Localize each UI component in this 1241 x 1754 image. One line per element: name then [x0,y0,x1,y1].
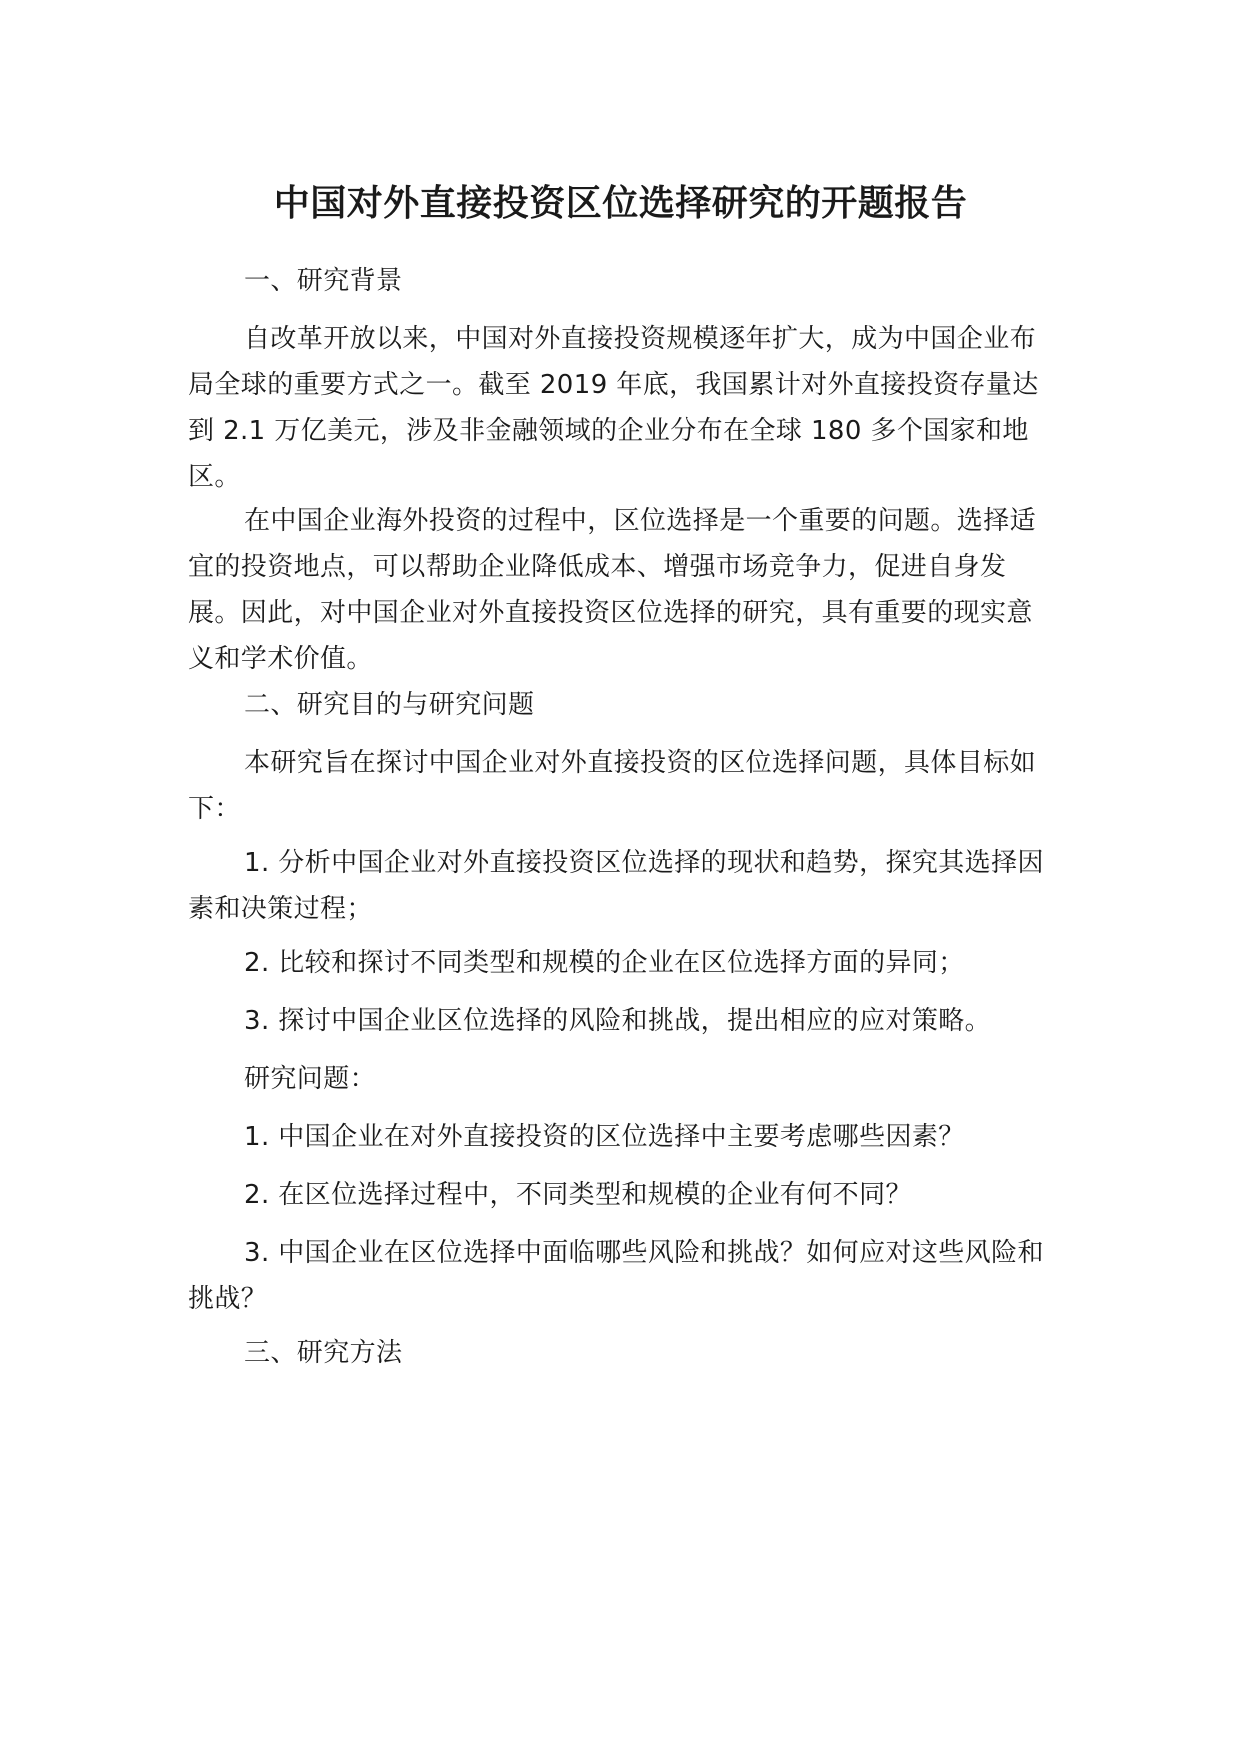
objective-item-2: 2. 比较和探讨不同类型和规模的企业在区位选择方面的异同； [244,948,965,978]
paragraph-background-2: 在中国企业海外投资的过程中，区位选择是一个重要的问题。选择适宜的投资地点，可以帮助企业降低成本、增强市场竞争力，促进自身发展。因此，对中国企业对外直接投资区位选择的研究，具有重要的现实意义和学术价值。 [188,506,1037,674]
question-item-3: 3. 中国企业在区位选择中面临哪些风险和挑战？如何应对这些风险和挑战？ [188,1238,1044,1314]
section-heading-background: 一、研究背景 [244,266,403,296]
section-heading-methods: 三、研究方法 [244,1338,403,1368]
section-heading-objectives: 二、研究目的与研究问题 [244,690,535,720]
question-item-1: 1. 中国企业在对外直接投资的区位选择中主要考虑哪些因素？ [244,1122,965,1152]
document-title: 中国对外直接投资区位选择研究的开题报告 [273,183,968,224]
objective-item-3: 3. 探讨中国企业区位选择的风险和挑战，提出相应的应对策略。 [244,1006,992,1036]
research-questions-label: 研究问题： [244,1064,377,1094]
objective-item-1: 1. 分析中国企业对外直接投资区位选择的现状和趋势，探究其选择因素和决策过程； [188,848,1044,924]
question-item-2: 2. 在区位选择过程中，不同类型和规模的企业有何不同？ [244,1180,912,1210]
paragraph-background-1: 自改革开放以来，中国对外直接投资规模逐年扩大，成为中国企业布局全球的重要方式之一。截至 2019 年底，我国累计对外直接投资存量达到 2.1 万亿美元，涉及非金融领域的企业分布在全球 180 多个国家和地区。 [188,324,1039,492]
paragraph-objectives-intro: 本研究旨在探讨中国企业对外直接投资的区位选择问题，具体目标如下： [188,748,1037,824]
